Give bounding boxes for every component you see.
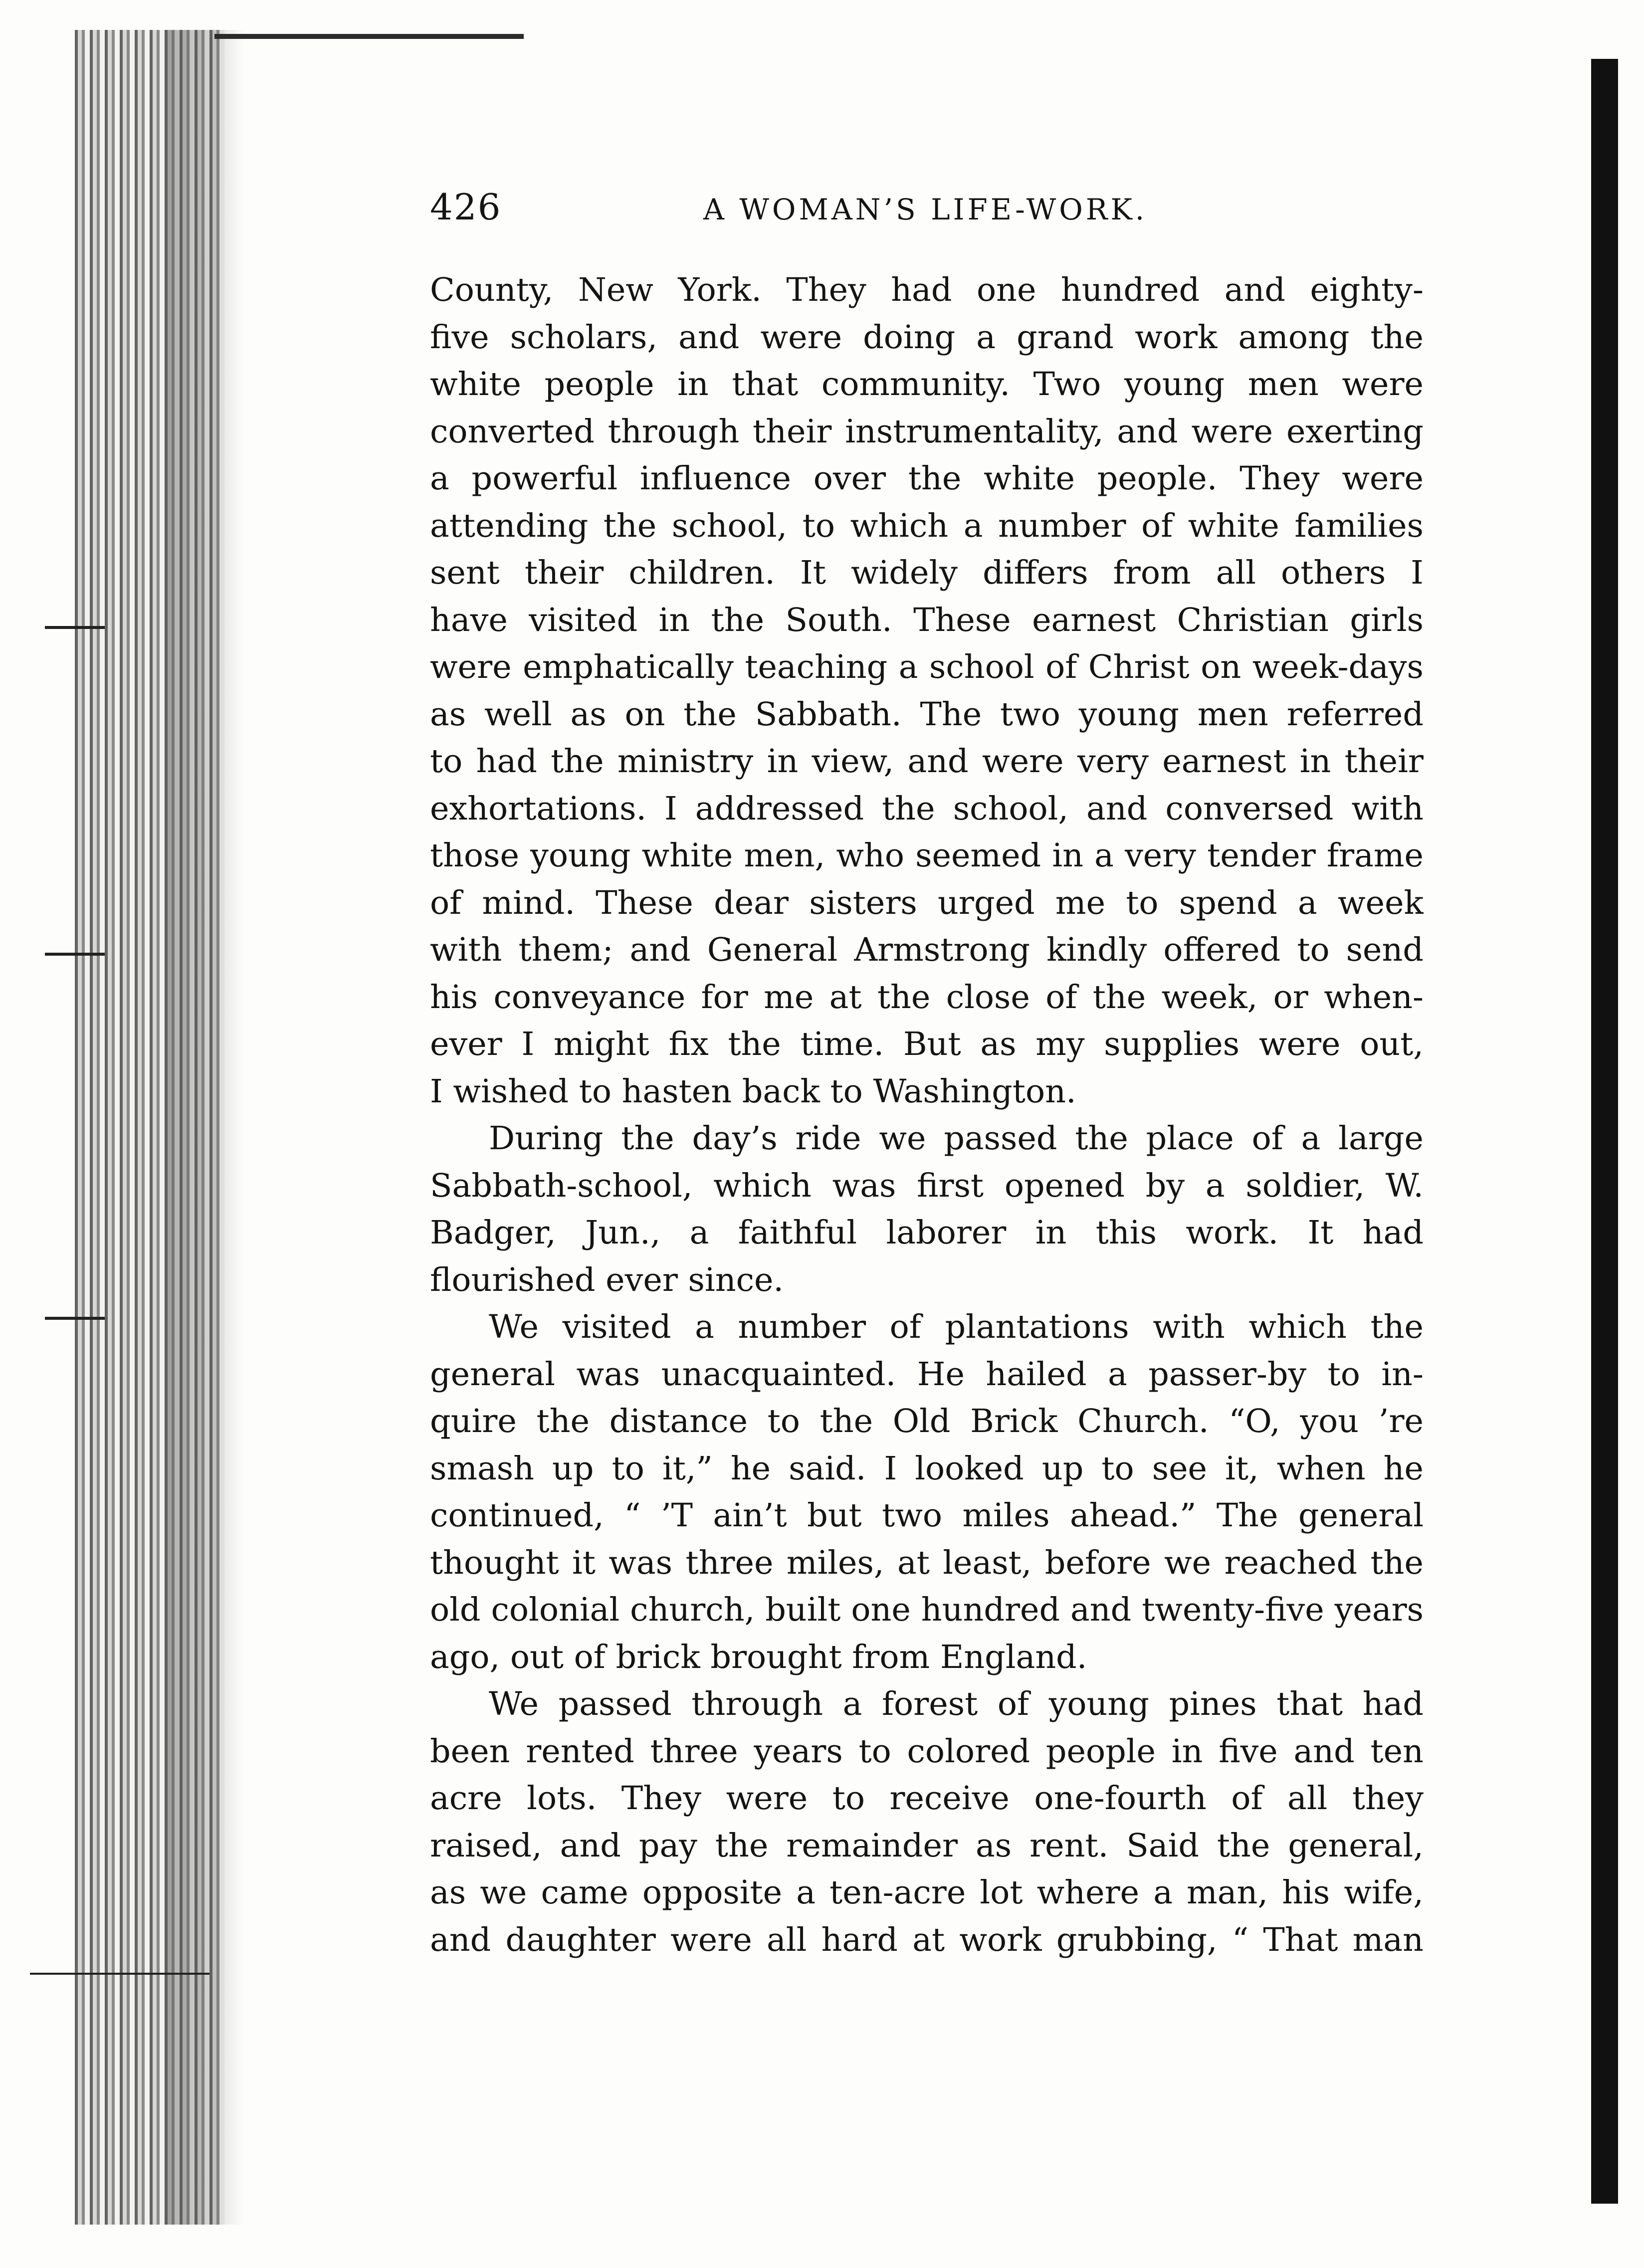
paragraph-3 bbox=[430, 1304, 1424, 1681]
text-line: have visited in the South. These earnest Christian girls bbox=[430, 601, 1424, 639]
margin-tick bbox=[45, 626, 105, 629]
text-line: Sabbath-school, which was first opened by a soldier, W. bbox=[430, 1167, 1424, 1205]
top-edge-rule bbox=[214, 34, 524, 39]
text-line: and daughter were all hard at work grubbing, “ That man bbox=[430, 1921, 1424, 1959]
text-line: attending the school, to which a number of white families bbox=[430, 507, 1424, 545]
text-line: During the day’s ride we passed the place of a large bbox=[489, 1120, 1424, 1157]
text-line: thought it was three miles, at least, before we reached the bbox=[430, 1544, 1424, 1582]
text-line: old colonial church, built one hundred and twenty-five years bbox=[430, 1591, 1424, 1629]
paragraph-1 bbox=[430, 267, 1424, 1115]
text-line: continued, “ ’T ain’t but two miles ahead.” The general bbox=[430, 1497, 1424, 1534]
margin-tick bbox=[30, 1973, 209, 1975]
text-line: of mind. These dear sisters urged me to spend a week bbox=[430, 884, 1424, 922]
right-edge-bar bbox=[1591, 59, 1618, 2204]
text-line: as we came opposite a ten-acre lot where a man, his wife, bbox=[430, 1874, 1424, 1911]
paragraph-4 bbox=[430, 1681, 1424, 1964]
text-line: were emphatically teaching a school of Christ on week-days bbox=[430, 648, 1424, 686]
text-line: ago, out of brick brought from England. bbox=[430, 1638, 1087, 1676]
text-line: I wished to hasten back to Washington. bbox=[430, 1072, 1076, 1110]
text-line: been rented three years to colored people in five and ten bbox=[430, 1732, 1424, 1770]
text-line: exhortations. I addressed the school, and conversed with bbox=[430, 790, 1424, 827]
paragraph-2 bbox=[430, 1115, 1424, 1304]
text-line: We passed through a forest of young pines that had bbox=[489, 1685, 1424, 1723]
text-line: sent their children. It widely differs from all others I bbox=[430, 554, 1424, 592]
text-line: raised, and pay the remainder as rent. Said the general, bbox=[430, 1827, 1424, 1864]
text-line: ever I might fix the time. But as my supplies were out, bbox=[430, 1026, 1424, 1063]
text-line: to had the ministry in view, and were very earnest in their bbox=[430, 743, 1424, 780]
text-line: converted through their instrumentality, and were exerting bbox=[430, 412, 1424, 450]
text-line: white people in that community. Two young men were bbox=[430, 366, 1424, 403]
text-line: Badger, Jun., a faithful laborer in this work. It had bbox=[430, 1214, 1424, 1251]
text-line: We visited a number of plantations with which the bbox=[489, 1308, 1424, 1346]
text-line: acre lots. They were to receive one-fourth of all they bbox=[430, 1780, 1424, 1817]
text-line: a powerful influence over the white people. They were bbox=[430, 460, 1424, 497]
text-line: with them; and General Armstrong kindly offered to send bbox=[430, 931, 1424, 969]
margin-tick bbox=[45, 1317, 105, 1320]
text-line: general was unacquainted. He hailed a passer-by to in- bbox=[430, 1355, 1424, 1393]
margin-tick bbox=[45, 953, 105, 956]
text-line: quire the distance to the Old Brick Church. “O, you ’re bbox=[430, 1403, 1424, 1440]
page-number: 426 bbox=[430, 186, 502, 228]
text-line: County, New York. They had one hundred and eighty- bbox=[430, 271, 1424, 309]
text-line: his conveyance for me at the close of the week, or when- bbox=[430, 978, 1424, 1016]
binding-edge-fade bbox=[165, 30, 244, 2225]
text-line: those young white men, who seemed in a very tender frame bbox=[430, 837, 1424, 874]
text-line: flourished ever since. bbox=[430, 1261, 784, 1299]
text-line: smash up to it,” he said. I looked up to see it, when he bbox=[430, 1449, 1424, 1487]
text-line: five scholars, and were doing a grand work among the bbox=[430, 318, 1424, 356]
text-line: as well as on the Sabbath. The two young men referred bbox=[430, 695, 1424, 733]
running-head: A WOMAN’S LIFE-WORK. bbox=[703, 193, 1148, 226]
page-header bbox=[430, 185, 1418, 239]
body-text bbox=[430, 267, 1424, 1964]
